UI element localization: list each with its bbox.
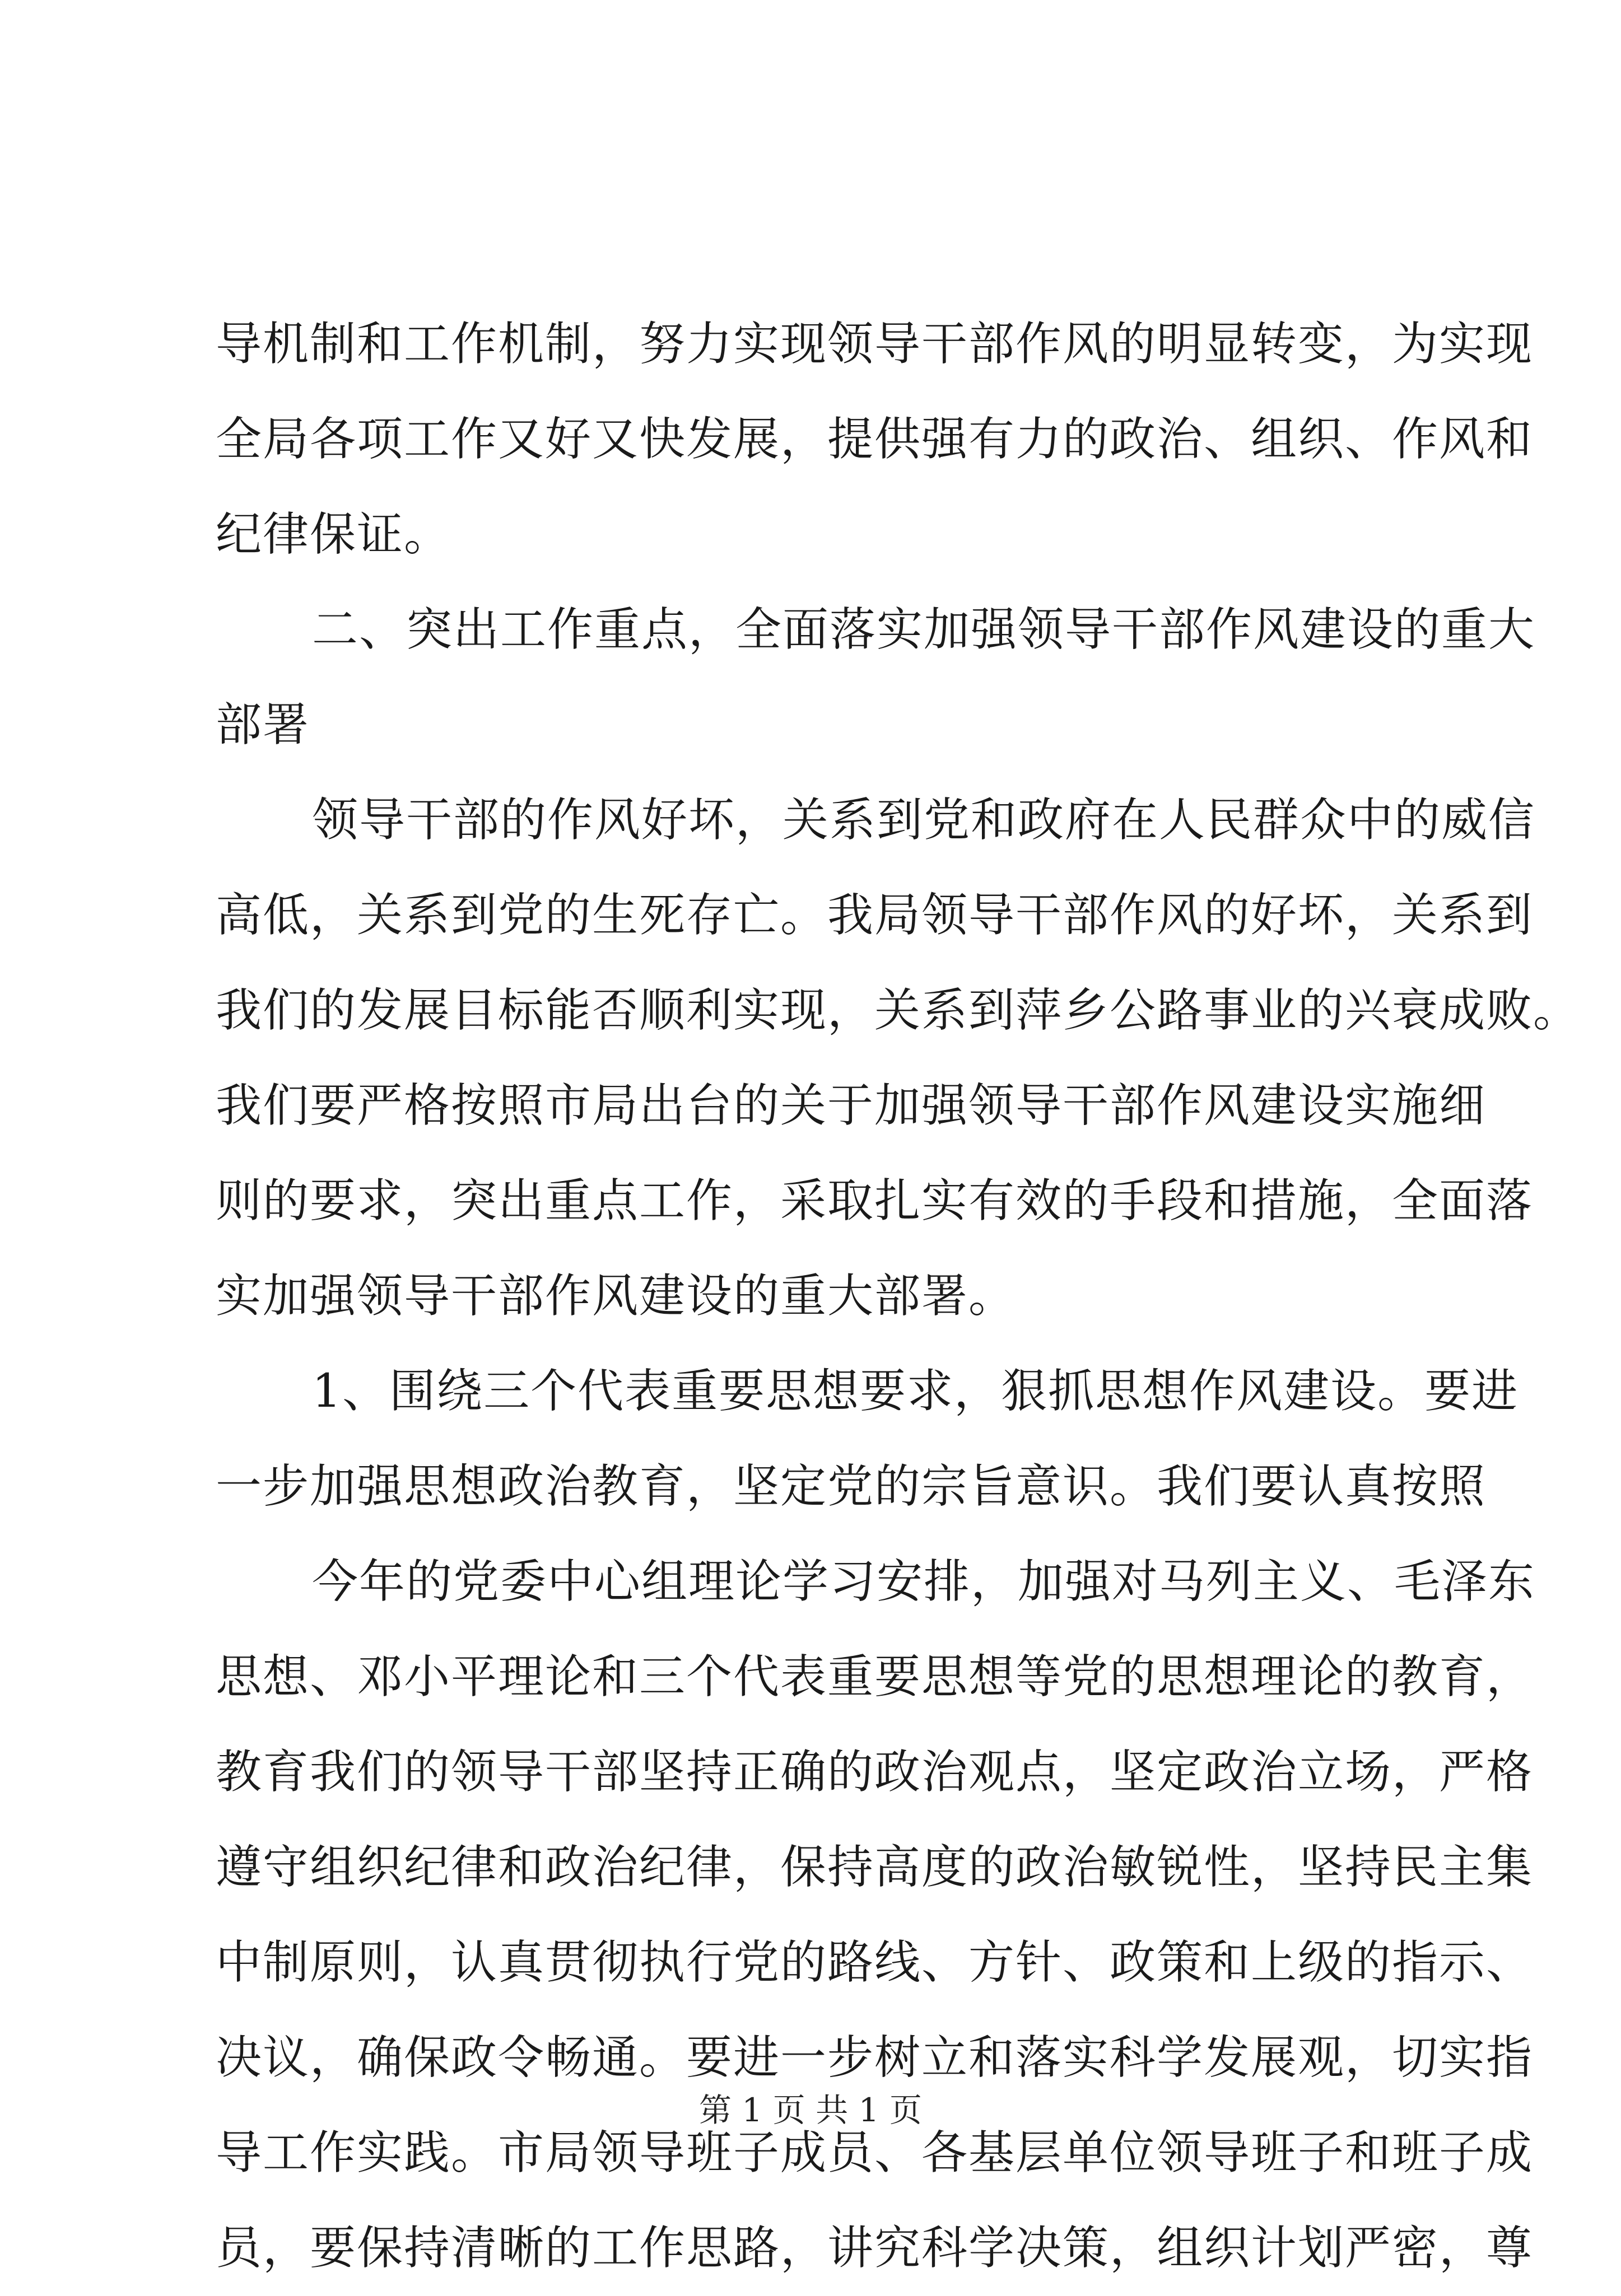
text-line: 高低，关系到党的生死存亡。我局领导干部作风的好坏，关系到: [216, 889, 1534, 942]
document-body: [216, 297, 1581, 2296]
page-number-footer: 第 1 页 共 1 页: [699, 2091, 922, 2129]
section-heading-line: 二、突出工作重点，全面落实加强领导干部作风建设的重大: [312, 603, 1536, 656]
text-line: 导工作实践。市局领导班子成员、各基层单位领导班子和班子成: [216, 2126, 1534, 2180]
text-line: 教育我们的领导干部坚持正确的政治观点，坚定政治立场，严格: [216, 1746, 1534, 1799]
text-line: 决议，确保政令畅通。要进一步树立和落实科学发展观，切实指: [216, 2031, 1534, 2084]
text-line: 则的要求，突出重点工作，采取扎实有效的手段和措施，全面落: [216, 1174, 1534, 1228]
text-line: 全局各项工作又好又快发展，提供强有力的政治、组织、作风和: [216, 413, 1534, 466]
text-line: 中制原则，认真贯彻执行党的路线、方针、政策和上级的指示、: [216, 1936, 1534, 1989]
text-line: 今年的党委中心组理论学习安排，加强对马列主义、毛泽东: [312, 1555, 1536, 1608]
text-line: 一步加强思想政治教育，坚定党的宗旨意识。我们要认真按照: [216, 1460, 1487, 1513]
text-line: 员，要保持清晰的工作思路，讲究科学决策，组织计划严密，尊: [216, 2222, 1534, 2275]
text-line: 我们要严格按照市局出台的关于加强领导干部作风建设实施细: [216, 1079, 1487, 1132]
text-line: 导机制和工作机制，努力实现领导干部作风的明显转变，为实现: [216, 318, 1534, 371]
section-heading-line: 部署: [216, 698, 310, 752]
text-line: 1、围绕三个代表重要思想要求，狠抓思想作风建设。要进: [312, 1365, 1519, 1418]
text-line: 思想、邓小平理论和三个代表重要思想等党的思想理论的教育，: [216, 1650, 1534, 1704]
text-line: 遵守组织纪律和政治纪律，保持高度的政治敏锐性，坚持民主集: [216, 1841, 1534, 1894]
text-line: 实加强领导干部作风建设的重大部署。: [216, 1270, 1016, 1323]
text-line: 我们的发展目标能否顺利实现，关系到萍乡公路事业的兴衰成败。: [216, 984, 1581, 1037]
text-line: 领导干部的作风好坏，关系到党和政府在人民群众中的威信: [312, 794, 1536, 847]
text-line: 纪律保证。: [216, 508, 451, 561]
